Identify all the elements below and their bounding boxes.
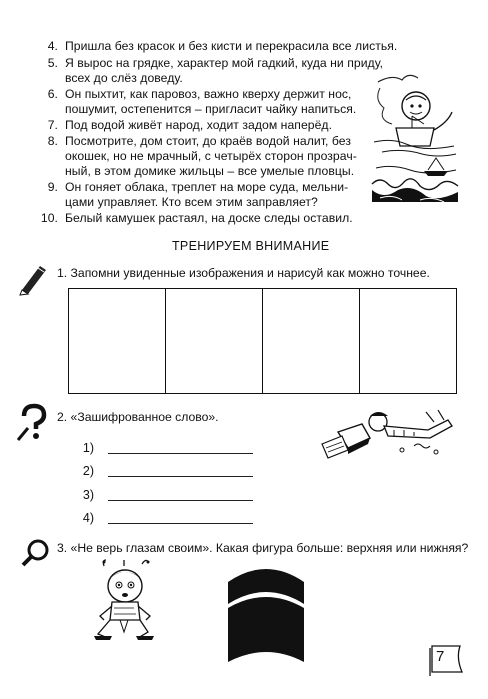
riddle-line: Под водой живёт народ, ходит задом наперёд. xyxy=(65,118,333,132)
drawing-box-3[interactable] xyxy=(262,288,360,394)
task-3-text: 3. «Не верь глазам своим». Какая фигура больше: верхняя или нижняя? xyxy=(57,541,469,555)
answer-line-1[interactable] xyxy=(108,453,253,454)
riddle-line: Он пыхтит, как паровоз, важно кверху держит нос, xyxy=(65,87,352,101)
riddle-line: Я вырос на грядке, характер мой гадкий, куда ни приду, xyxy=(65,56,384,70)
riddle-line: всех до слёз доведу. xyxy=(65,71,183,85)
riddle-line: Белый камушек растаял, на доске следы оставил. xyxy=(65,211,353,225)
riddle-line: Пришла без красок и без кисти и перекрасила все листья. xyxy=(65,39,398,53)
page-number-flag xyxy=(428,644,464,676)
answer-number: 3) xyxy=(82,488,94,502)
lower-arc-shape xyxy=(228,597,304,662)
surprised-boy-illustration xyxy=(90,558,160,644)
magnifier-icon xyxy=(20,538,52,568)
riddle-number: 7. xyxy=(47,118,58,132)
kettle-and-boat-illustration xyxy=(372,72,458,212)
riddle-number: 8. xyxy=(47,134,58,148)
two-arcs-figure xyxy=(226,560,306,664)
riddle-number: 9. xyxy=(47,180,58,194)
answer-line-3[interactable] xyxy=(108,500,253,501)
answer-line-4[interactable] xyxy=(108,523,253,524)
task-1-text: 1. Запомни увиденные изображения и нарисуй как можно точнее. xyxy=(57,266,430,280)
drawing-box-1[interactable] xyxy=(68,288,166,394)
drawing-box-4[interactable] xyxy=(359,288,457,394)
riddle-line: Он гоняет облака, треплет на море суда, мельни- xyxy=(65,180,349,194)
answer-line-2[interactable] xyxy=(108,476,253,477)
riddle-number: 4. xyxy=(47,39,58,53)
riddle-number: 10. xyxy=(40,211,58,225)
riddle-number: 6. xyxy=(47,87,58,101)
task-2-text: 2. «Зашифрованное слово». xyxy=(57,410,219,424)
answer-number: 1) xyxy=(82,441,94,455)
answer-number: 2) xyxy=(82,464,94,478)
question-magnifier-icon xyxy=(16,404,50,442)
boy-reading-illustration xyxy=(318,402,458,462)
riddle-line: пошумит, остепенится – пригласит чайку напиться. xyxy=(65,102,357,116)
riddle-line: Посмотрите, дом стоит, до краёв водой налит, без xyxy=(65,134,351,148)
riddle-line: окошек, но не мрачный, с четырёх сторон прозрач- xyxy=(65,149,357,163)
pencil-icon xyxy=(18,262,48,296)
answer-number: 4) xyxy=(82,511,94,525)
page-number: 7 xyxy=(436,648,445,665)
riddle-line: ный, в этом домике жильцы – все умелые пловцы. xyxy=(65,164,355,178)
riddle-line: цами управляет. Кто всем этим заправляет? xyxy=(65,195,318,209)
section-title: ТРЕНИРУЕМ ВНИМАНИЕ xyxy=(172,239,330,253)
riddle-number: 5. xyxy=(47,56,58,70)
drawing-box-2[interactable] xyxy=(165,288,263,394)
